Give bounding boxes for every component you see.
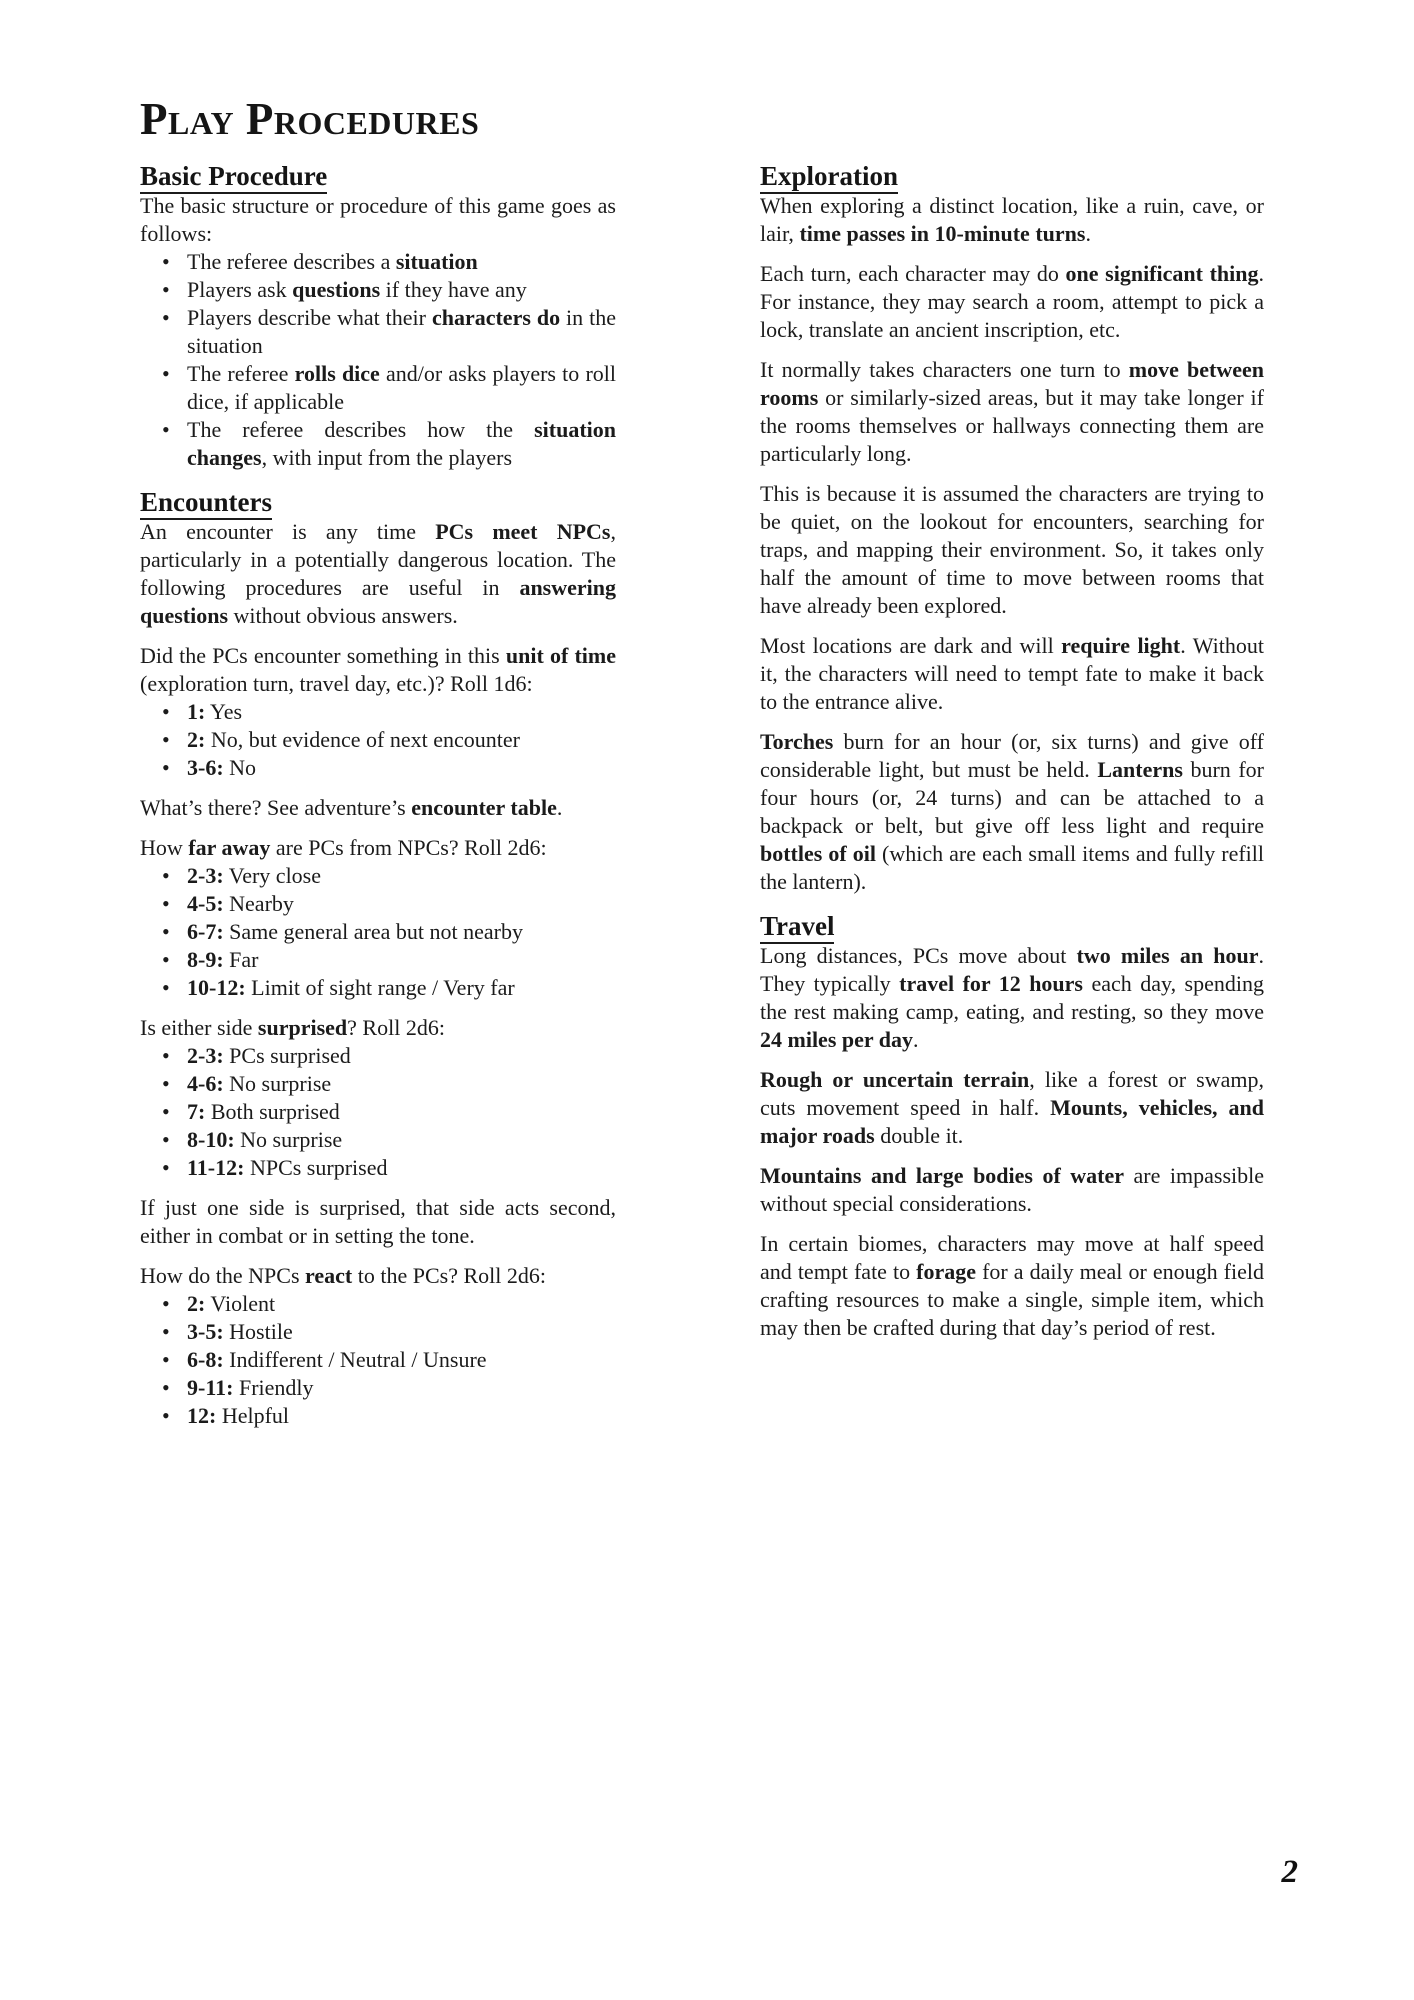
paragraph: When exploring a distinct location, like a ruin, cave, or lair, time passes in 10-minute turns. [760, 193, 1264, 246]
paragraph: It normally takes characters one turn to move between rooms or similarly-sized areas, but it may take longer if the rooms themselves or hallways connecting them are particularly long. [760, 357, 1264, 466]
paragraph: This is because it is assumed the characters are trying to be quiet, on the lookout for encounters, searching for traps, and mapping their environment. So, it takes only half the amount of time to move between rooms that have already been explored. [760, 481, 1264, 618]
section-exploration [760, 160, 1264, 896]
list-item: • 2: No, but evidence of next encounter [140, 726, 616, 754]
paragraph: Most locations are dark and will require light. Without it, the characters will need to tempt fate to make it back to the entrance alive. [760, 633, 1264, 714]
list-item: • 12: Helpful [140, 1402, 616, 1430]
section-heading [140, 160, 616, 192]
section-heading [760, 160, 1264, 192]
list-item: • 3-6: No [140, 754, 616, 782]
bullet-list [140, 862, 616, 1002]
list-item: • 2-3: Very close [140, 862, 616, 890]
section-heading-text: Exploration [760, 161, 898, 194]
list-item: • Players ask questions if they have any [140, 276, 616, 304]
paragraph: Did the PCs encounter something in this unit of time (exploration turn, travel day, etc.)? Roll 1d6: [140, 643, 616, 696]
paragraph: If just one side is surprised, that side acts second, either in combat or in setting the tone. [140, 1195, 616, 1248]
section-heading-text: Basic Procedure [140, 161, 327, 194]
bullet-list [140, 1290, 616, 1430]
list-item: • 8-10: No surprise [140, 1126, 616, 1154]
list-item: • 2: Violent [140, 1290, 616, 1318]
section-encounters [140, 486, 616, 1430]
list-item: • 4-5: Nearby [140, 890, 616, 918]
list-item: • 6-8: Indifferent / Neutral / Unsure [140, 1346, 616, 1374]
list-item: • 9-11: Friendly [140, 1374, 616, 1402]
list-item: • 7: Both surprised [140, 1098, 616, 1126]
bullet-list [140, 1042, 616, 1182]
paragraph: Each turn, each character may do one significant thing. For instance, they may search a room, attempt to pick a lock, translate an ancient inscription, etc. [760, 261, 1264, 342]
bullet-list [140, 698, 616, 782]
list-item: • The referee rolls dice and/or asks players to roll dice, if applicable [140, 360, 616, 416]
list-item: • 6-7: Same general area but not nearby [140, 918, 616, 946]
page-number: 2 [1281, 1854, 1298, 1890]
paragraph: An encounter is any time PCs meet NPCs, particularly in a potentially dangerous location. The following procedures are useful in answering questions without obvious answers. [140, 519, 616, 628]
section-basic-procedure [140, 160, 616, 472]
page-title: Play Procedures [140, 94, 480, 144]
list-item: • Players describe what their characters do in the situation [140, 304, 616, 360]
section-travel [760, 910, 1264, 1342]
paragraph: Is either side surprised? Roll 2d6: [140, 1015, 445, 1040]
paragraph: What’s there? See adventure’s encounter table. [140, 795, 563, 820]
list-item: • 10-12: Limit of sight range / Very far [140, 974, 616, 1002]
section-heading [140, 486, 616, 518]
paragraph: Long distances, PCs move about two miles an hour. They typically travel for 12 hours each day, spending the rest making camp, eating, and resting, so they move 24 miles per day. [760, 943, 1264, 1052]
list-item: • 11-12: NPCs surprised [140, 1154, 616, 1182]
paragraph: Rough or uncertain terrain, like a forest or swamp, cuts movement speed in half. Mounts, vehicles, and major roads double it. [760, 1067, 1265, 1148]
right-column [760, 94, 1264, 1354]
paragraph: The basic structure or procedure of this game goes as follows: [140, 193, 616, 246]
bullet-list [140, 248, 616, 472]
paragraph: Mountains and large bodies of water are impassible without special considerations. [760, 1163, 1264, 1216]
paragraph: How far away are PCs from NPCs? Roll 2d6: [140, 835, 547, 860]
list-item: • The referee describes how the situation changes, with input from the players [140, 416, 616, 472]
list-item: • The referee describes a situation [140, 248, 616, 276]
section-heading [760, 910, 1264, 942]
list-item: • 2-3: PCs surprised [140, 1042, 616, 1070]
two-column-layout [140, 94, 1264, 1442]
list-item: • 3-5: Hostile [140, 1318, 616, 1346]
section-heading-text: Travel [760, 911, 834, 944]
list-item: • 1: Yes [140, 698, 616, 726]
paragraph: Torches burn for an hour (or, six turns) and give off considerable light, but must be held. Lanterns burn for four hours (or, 24 turns) and can be attached to a backpack or belt, but give off less light and require bottles of oil (which are each small items and fully refill the lantern). [760, 729, 1264, 894]
section-heading-text: Encounters [140, 487, 272, 520]
paragraph: How do the NPCs react to the PCs? Roll 2d6: [140, 1263, 546, 1288]
paragraph: In certain biomes, characters may move at half speed and tempt fate to forage for a daily meal or enough field crafting resources to make a single, simple item, which may then be crafted during that day’s period of rest. [760, 1231, 1264, 1340]
list-item: • 4-6: No surprise [140, 1070, 616, 1098]
list-item: • 8-9: Far [140, 946, 616, 974]
left-column [140, 94, 616, 1442]
